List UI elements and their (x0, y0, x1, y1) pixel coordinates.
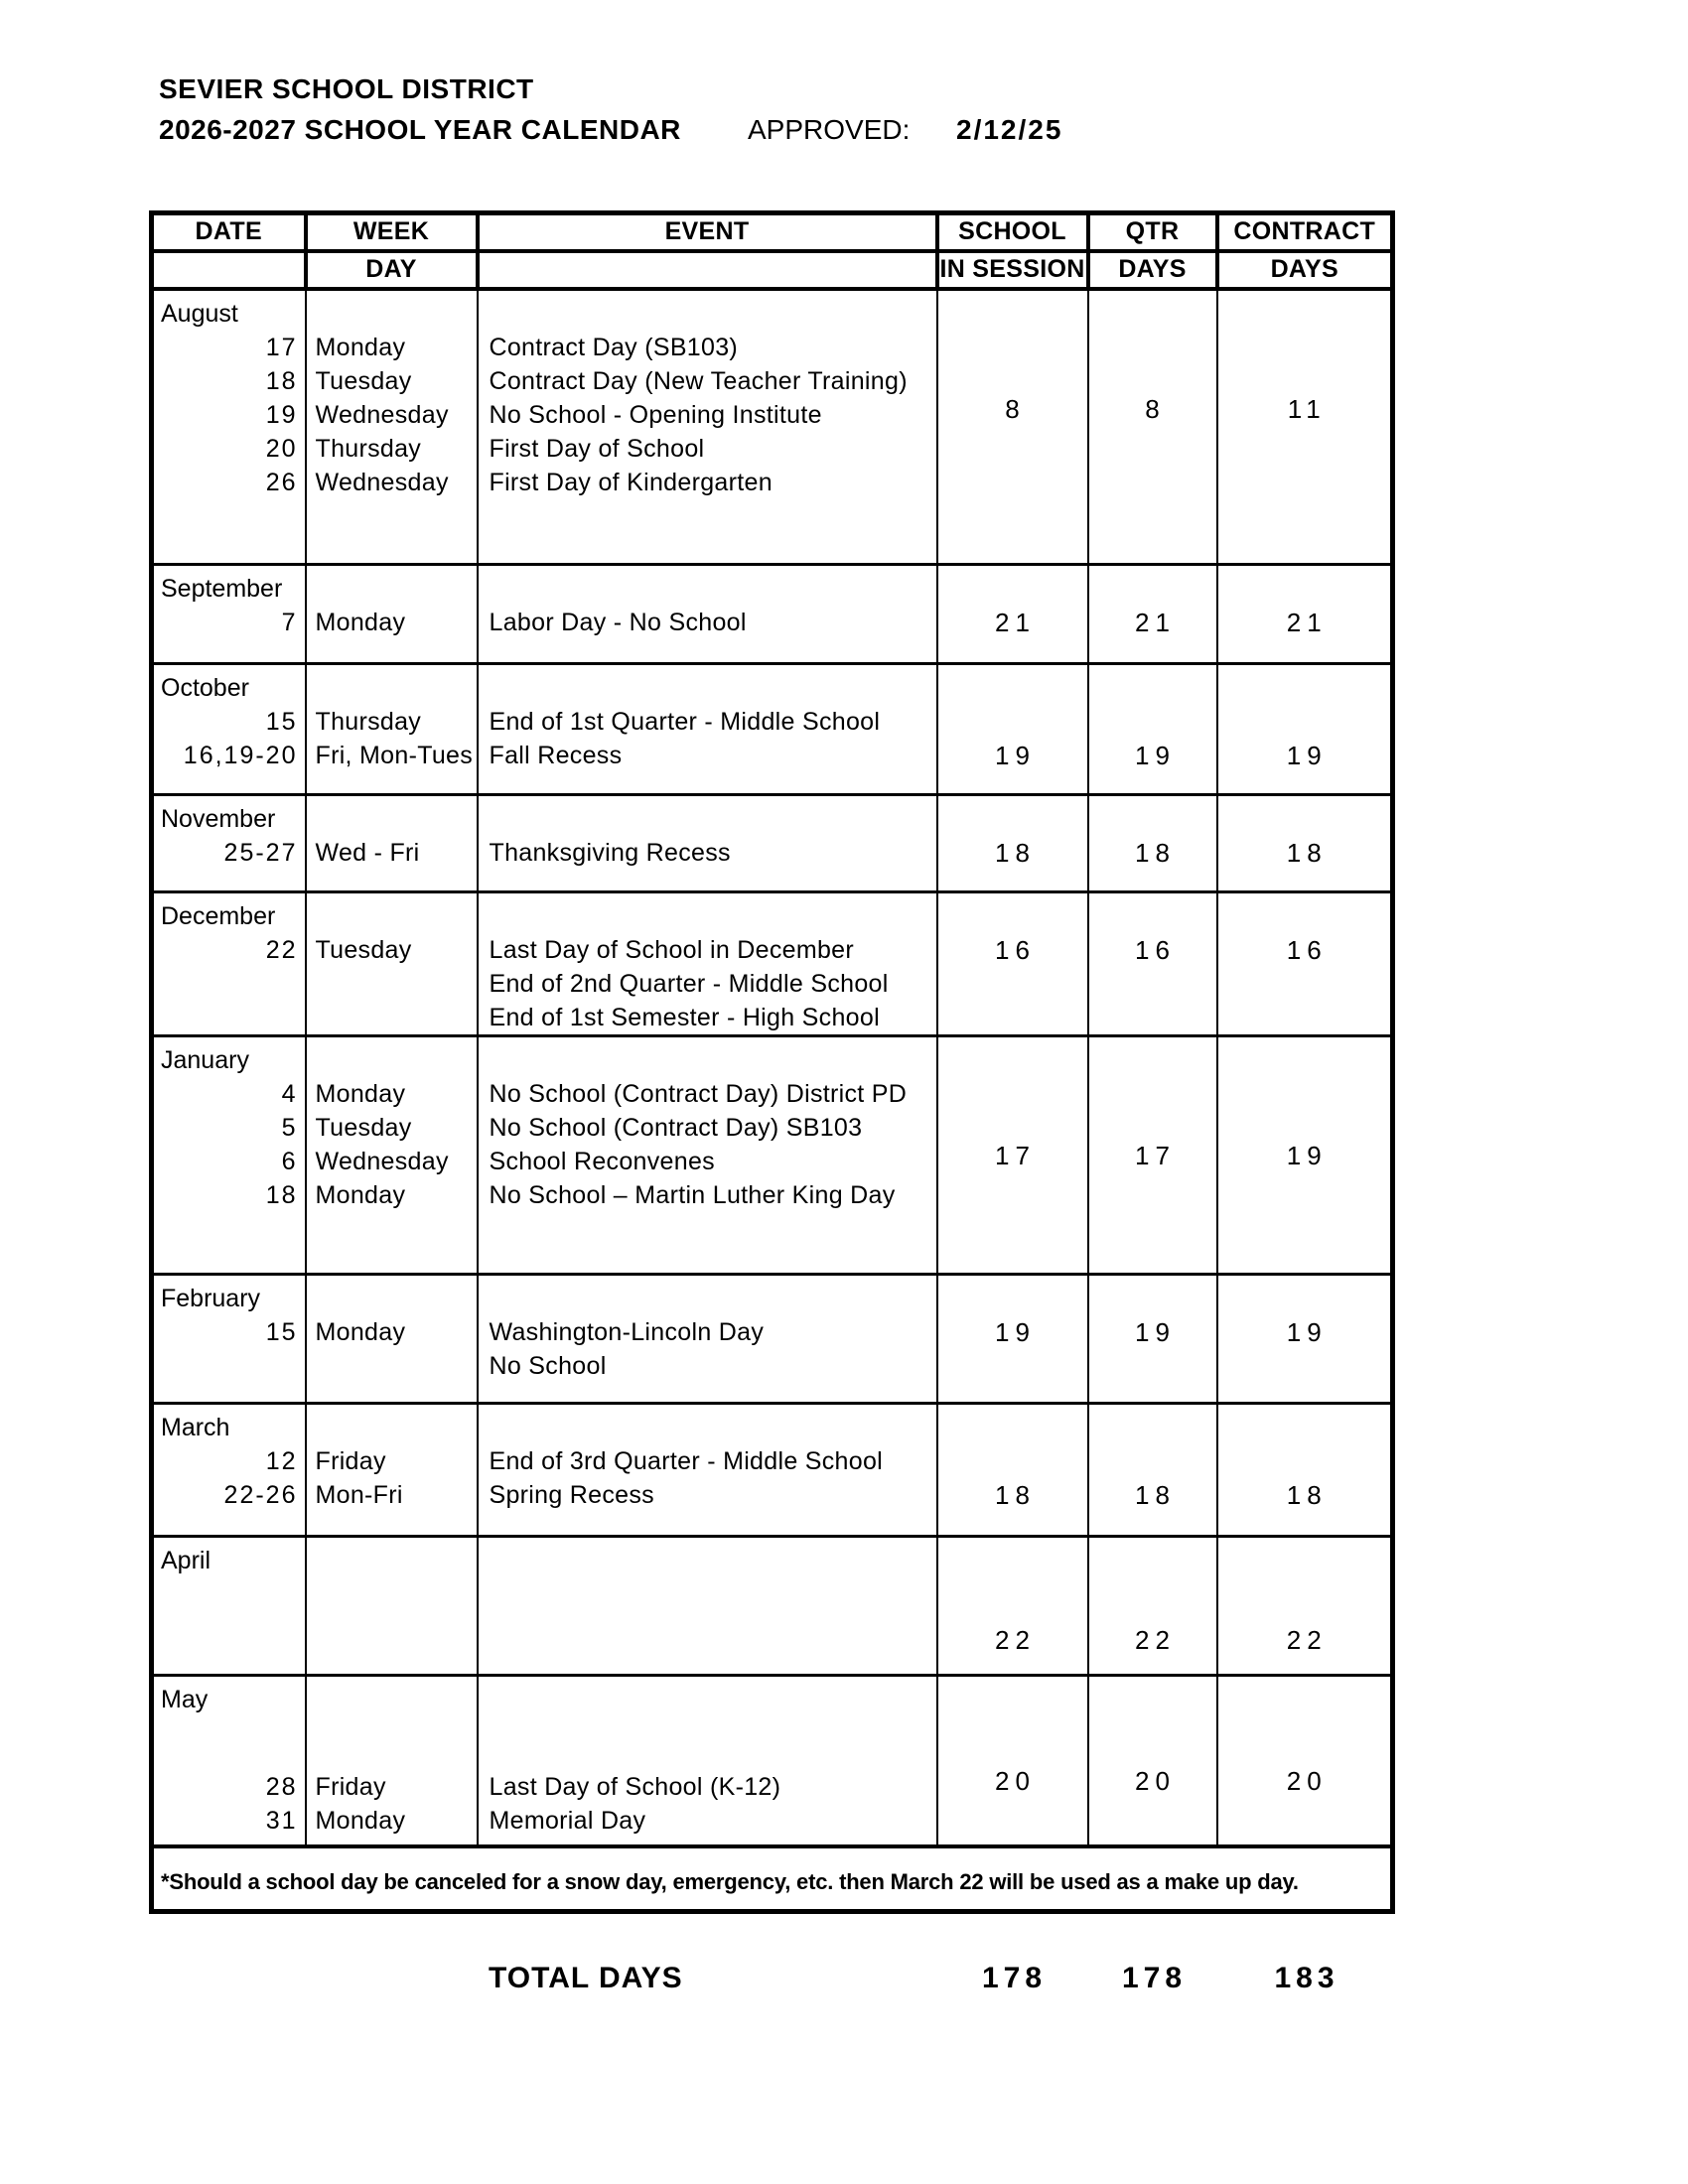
cell-line-date: 4 (281, 1080, 298, 1108)
district-name: SEVIER SCHOOL DISTRICT (159, 73, 534, 104)
qtr-days-august: 8 (1088, 289, 1217, 565)
cell-line-event: Contract Day (New Teacher Training) (489, 366, 908, 395)
col-subheader-in-session: IN SESSION (937, 251, 1088, 289)
contract-days-april: 22 (1217, 1537, 1393, 1676)
month-label: November (161, 805, 276, 833)
cell-line-day (307, 1001, 477, 1034)
month-label: February (161, 1285, 261, 1312)
qtr-days-september: 21 (1088, 565, 1217, 664)
section-october (152, 664, 1393, 795)
qtr-days-january: 17 (1088, 1036, 1217, 1275)
cell-line-event: Last Day of School in December (489, 936, 855, 964)
contract-days-august: 11 (1217, 289, 1393, 565)
cell-line-event: End of 1st Semester - High School (489, 1004, 880, 1031)
cell-line-day: Monday (315, 1318, 406, 1346)
cell-line-event: End of 1st Quarter - Middle School (489, 708, 881, 736)
cell-line-date: 19 (265, 400, 298, 429)
cell-line-day: Monday (315, 1807, 406, 1835)
cell-line-date: 18 (265, 1181, 298, 1209)
cell-line-date: 25-27 (223, 839, 298, 867)
calendar-document (149, 210, 1400, 1995)
col-subheader-date (152, 251, 306, 289)
qtr-days-december: 16 (1088, 892, 1217, 1036)
qtr-days-april: 22 (1088, 1537, 1217, 1676)
cell-line-day: Thursday (315, 434, 422, 463)
cell-line-event: End of 3rd Quarter - Middle School (489, 1447, 884, 1475)
cell-line-day: Friday (315, 1773, 386, 1801)
document-header (159, 73, 1509, 148)
month-label: April (161, 1547, 211, 1574)
cell-line-day: Monday (315, 1181, 406, 1209)
school-days-december: 16 (937, 892, 1088, 1036)
cell-line-date: 16,19-20 (183, 742, 298, 769)
month-label: October (161, 674, 249, 702)
school-days-march: 18 (937, 1404, 1088, 1537)
cell-line-event: Fall Recess (489, 742, 623, 769)
qtr-days-february: 19 (1088, 1275, 1217, 1404)
col-subheader-contract-days: DAYS (1217, 251, 1393, 289)
cell-line-date: 28 (265, 1773, 298, 1801)
qtr-days-may: 20 (1088, 1676, 1217, 1846)
header-row-2 (152, 251, 1393, 289)
cell-line-event: Thanksgiving Recess (489, 839, 731, 867)
cell-line-date: 18 (265, 366, 298, 395)
col-header-contract: CONTRACT (1217, 213, 1393, 251)
col-subheader-day: DAY (306, 251, 478, 289)
cell-line-day: Tuesday (315, 366, 412, 395)
cell-line-date: 31 (265, 1807, 298, 1835)
cell-line-day: Wednesday (315, 400, 449, 429)
school-days-october: 19 (937, 664, 1088, 795)
section-march (152, 1404, 1393, 1537)
school-days-september: 21 (937, 565, 1088, 664)
totals-row (149, 1962, 1400, 1995)
cell-line-event: No School - Opening Institute (489, 400, 822, 429)
title-line (159, 114, 1509, 148)
calendar-title: 2026-2027 SCHOOL YEAR CALENDAR (159, 114, 681, 145)
contract-days-november: 18 (1217, 795, 1393, 892)
contract-days-march: 18 (1217, 1404, 1393, 1537)
cell-line-date: 20 (265, 434, 298, 463)
footnote-text: *Should a school day be canceled for a snow day, emergency, etc. then March 22 will be used as a make up day. (152, 1846, 1393, 1912)
calendar-table (149, 210, 1395, 1914)
cell-line-date (154, 1349, 305, 1383)
qtr-days-march: 18 (1088, 1404, 1217, 1537)
cell-line-day: Wednesday (315, 468, 449, 496)
total-contract-days: 183 (1274, 1962, 1339, 1994)
cell-line-date: 5 (281, 1114, 298, 1142)
school-days-april: 22 (937, 1537, 1088, 1676)
month-label: August (161, 299, 238, 328)
contract-days-february: 19 (1217, 1275, 1393, 1404)
contract-days-january: 19 (1217, 1036, 1393, 1275)
section-august (152, 289, 1393, 565)
cell-line-day: Wednesday (315, 1148, 449, 1175)
school-days-february: 19 (937, 1275, 1088, 1404)
table-header (152, 213, 1393, 289)
qtr-days-november: 18 (1088, 795, 1217, 892)
school-days-january: 17 (937, 1036, 1088, 1275)
cell-line-event: Last Day of School (K-12) (489, 1773, 781, 1801)
total-school-days: 178 (981, 1962, 1048, 1994)
cell-line-date: 22-26 (223, 1481, 298, 1509)
contract-days-may: 20 (1217, 1676, 1393, 1846)
section-january (152, 1036, 1393, 1275)
header-row-1 (152, 213, 1393, 251)
cell-line-day (307, 967, 477, 1001)
cell-line-day: Monday (315, 609, 406, 636)
cell-line-date: 22 (265, 936, 298, 964)
cell-line-event: No School (Contract Day) SB103 (489, 1114, 863, 1142)
month-label: March (161, 1414, 230, 1441)
col-header-week: WEEK (306, 213, 478, 251)
cell-line-date: 6 (281, 1148, 298, 1175)
approved-date: 2/12/25 (956, 114, 1063, 145)
cell-line-date: 26 (265, 468, 298, 496)
month-label: December (161, 902, 276, 930)
section-december (152, 892, 1393, 1036)
school-days-august: 8 (937, 289, 1088, 565)
cell-line-date (154, 1001, 305, 1034)
cell-line-date (154, 967, 305, 1001)
month-label: May (161, 1686, 209, 1713)
cell-line-event: Washington-Lincoln Day (489, 1318, 765, 1346)
month-label: September (161, 575, 283, 603)
cell-line-day: Monday (315, 333, 406, 361)
cell-line-date: 7 (281, 609, 298, 636)
cell-line-event: School Reconvenes (489, 1148, 715, 1175)
cell-line-date: 15 (265, 708, 298, 736)
cell-line-day: Mon-Fri (315, 1481, 403, 1509)
col-header-qtr: QTR (1088, 213, 1217, 251)
cell-line-event: Spring Recess (489, 1481, 654, 1509)
cell-line-event: End of 2nd Quarter - Middle School (489, 970, 889, 998)
section-may (152, 1676, 1393, 1846)
footnote-row (152, 1846, 1393, 1912)
cell-line-day: Friday (315, 1447, 386, 1475)
school-days-may: 20 (937, 1676, 1088, 1846)
cell-line-day: Thursday (315, 708, 422, 736)
cell-line-event: First Day of School (489, 434, 705, 463)
cell-line-date: 17 (265, 333, 298, 361)
cell-line-event: No School (Contract Day) District PD (489, 1080, 908, 1108)
cell-line-event: Labor Day - No School (489, 609, 747, 636)
cell-line-event: No School – Martin Luther King Day (489, 1181, 896, 1209)
section-february (152, 1275, 1393, 1404)
month-label: January (161, 1046, 249, 1074)
cell-line-event: Contract Day (SB103) (489, 333, 739, 361)
approved-label: APPROVED: (748, 114, 911, 145)
total-qtr-days: 178 (1121, 1962, 1188, 1994)
cell-line-day: Wed - Fri (315, 839, 420, 867)
cell-line-day: Tuesday (315, 936, 412, 964)
section-april (152, 1537, 1393, 1676)
cell-line-event: First Day of Kindergarten (489, 468, 773, 496)
col-subheader-qtr-days: DAYS (1088, 251, 1217, 289)
cell-line-day: Monday (315, 1080, 406, 1108)
section-november (152, 795, 1393, 892)
cell-line-date: 15 (265, 1318, 298, 1346)
cell-line-day: Fri, Mon-Tues (315, 742, 474, 769)
col-subheader-event (478, 251, 937, 289)
col-header-event: EVENT (478, 213, 937, 251)
total-days-label: TOTAL DAYS (489, 1962, 683, 1994)
qtr-days-october: 19 (1088, 664, 1217, 795)
cell-line-date: 12 (265, 1447, 298, 1475)
section-september (152, 565, 1393, 664)
cell-line-event: No School (489, 1352, 607, 1380)
cell-line-event: Memorial Day (489, 1807, 646, 1835)
cell-line-day (307, 1349, 477, 1383)
school-days-november: 18 (937, 795, 1088, 892)
cell-line-day: Tuesday (315, 1114, 412, 1142)
col-header-school: SCHOOL (937, 213, 1088, 251)
col-header-date: DATE (152, 213, 306, 251)
totals-spacer (149, 1962, 477, 1995)
contract-days-september: 21 (1217, 565, 1393, 664)
contract-days-december: 16 (1217, 892, 1393, 1036)
contract-days-october: 19 (1217, 664, 1393, 795)
